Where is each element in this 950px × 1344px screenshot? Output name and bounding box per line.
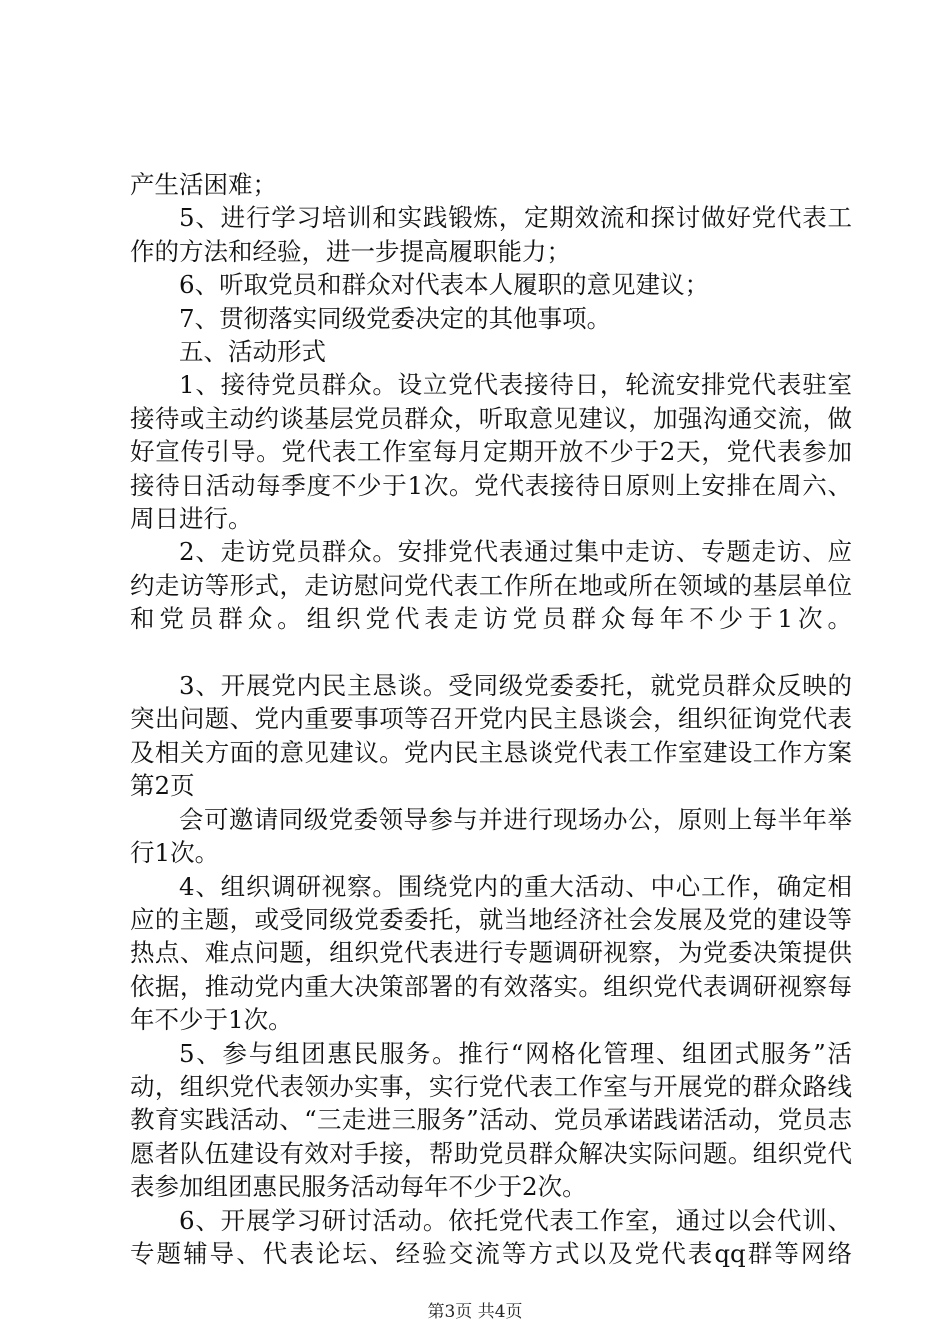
section-heading-activity-forms: 五、活动形式 xyxy=(179,337,326,367)
paragraph-democratic-talks: 3、开展党内民主恳谈。受同级党委委托，就党员群众反映的突出问题、党内重要事项等召开党内民主恳谈会，组织征询党代表及相关方面的意见建议。党内民主恳谈党代表工作室建设工作方案第2页 xyxy=(130,671,852,801)
paragraph-democratic-talks-continued: 会可邀请同级党委领导参与并进行现场办公，原则上每半年举行1次。 xyxy=(130,804,852,868)
document-body xyxy=(130,168,852,1270)
paragraph-study-seminar: 6、开展学习研讨活动。依托党代表工作室，通过以会代训、专题辅导、代表论坛、经验交流等方式以及党代表qq群等网络 xyxy=(130,1205,852,1268)
paragraph-item-6-opinions: 6、听取党员和群众对代表本人履职的意见建议； xyxy=(179,270,710,300)
paragraph-item-7-other-matters: 7、贯彻落实同级党委决定的其他事项。 xyxy=(179,303,612,333)
page-footer: 第3页 共4页 xyxy=(427,1302,523,1322)
paragraph-continuation: 产生活困难； xyxy=(130,170,277,199)
paragraph-visits: 2、走访党员群众。安排党代表通过集中走访、专题走访、应约走访等形式，走访慰问党代表工作所在地或所在领域的基层单位和党员群众。组织党代表走访党员群众每年不少于1次。 xyxy=(130,537,852,634)
paragraph-research-inspection: 4、组织调研视察。围绕党内的重大活动、中心工作，确定相应的主题，或受同级党委委托，就当地经济社会发展及党的建设等热点、难点问题，组织党代表进行专题调研视察，为党委决策提供依据，推动党内重大决策部署的有效落实。组织党代表调研视察每年不少于1次。 xyxy=(130,871,852,1035)
paragraph-group-service: 5、参与组团惠民服务。推行“网格化管理、组团式服务”活动，组织党代表领办实事，实行党代表工作室与开展党的群众路线教育实践活动、“三走进三服务”活动、党员承诺践诺活动，党员志愿者队伍建设有效对手接，帮助党员群众解决实际问题。组织党代表参加组团惠民服务活动每年不少于2次。 xyxy=(130,1038,852,1202)
paragraph-item-5-training: 5、进行学习培训和实践锻炼，定期效流和探讨做好党代表工作的方法和经验，进一步提高履职能力； xyxy=(130,203,852,266)
paragraph-reception: 1、接待党员群众。设立党代表接待日，轮流安排党代表驻室接待或主动约谈基层党员群众，听取意见建议，加强沟通交流，做好宣传引导。党代表工作室每月定期开放不少于2天，党代表参加接待日活动每季度不少于1次。党代表接待日原则上安排在周六、周日进行。 xyxy=(130,370,852,534)
